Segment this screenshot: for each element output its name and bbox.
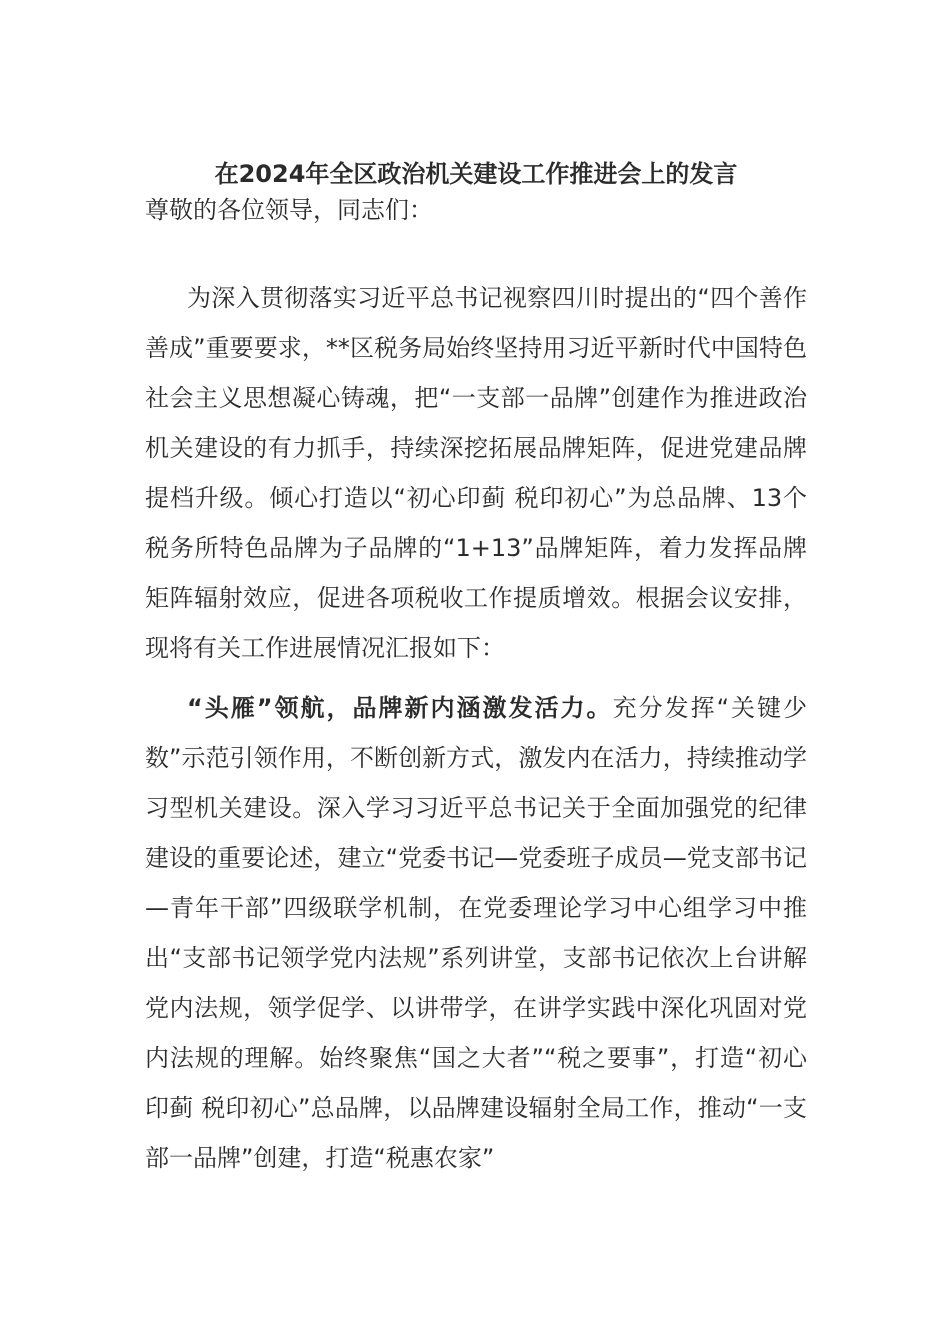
document-title: 在2024年全区政治机关建设工作推进会上的发言 [214, 160, 738, 188]
section-body: 充分发挥“关键少数”示范引领作用，不断创新方式，激发内在活力，持续推动学习型机关建设。深入学习习近平总书记关于全面加强党的纪律建设的重要论述，建立“党委书记—党委班子成员—党支部书记—青年干部”四级联学机制，在党委理论学习中心组学习中推出“支部书记领学党内法规”系列讲堂，支部书记依次上台讲解党内法规，领学促学、以讲带学，在讲学实践中深化巩固对党内法规的理解。始终聚焦“国之大者”“税之要事”，打造“初心印蓟 税印初心”总品牌，以品牌建设辐射全局工作，推动“一支部一品牌”创建，打造“税惠农家” [145, 694, 808, 1172]
section-heading-lead: “头雁”领航，品牌新内涵激发活力。 [187, 694, 613, 722]
paragraph-section-1 [145, 683, 807, 1183]
salutation: 尊敬的各位领导，同志们： [145, 196, 433, 224]
paragraph-intro: 为深入贯彻落实习近平总书记视察四川时提出的“四个善作善成”重要要求，**区税务局始终坚持用习近平新时代中国特色社会主义思想凝心铸魂，把“一支部一品牌”创建作为推进政治机关建设的有力抓手，持续深挖拓展品牌矩阵，促进党建品牌提档升级。倾心打造以“初心印蓟 税印初心”为总品牌、13个税务所特色品牌为子品牌的“1+13”品牌矩阵，着力发挥品牌矩阵辐射效应，促进各项税收工作提质增效。根据会议安排，现将有关工作进展情况汇报如下： [145, 284, 807, 662]
